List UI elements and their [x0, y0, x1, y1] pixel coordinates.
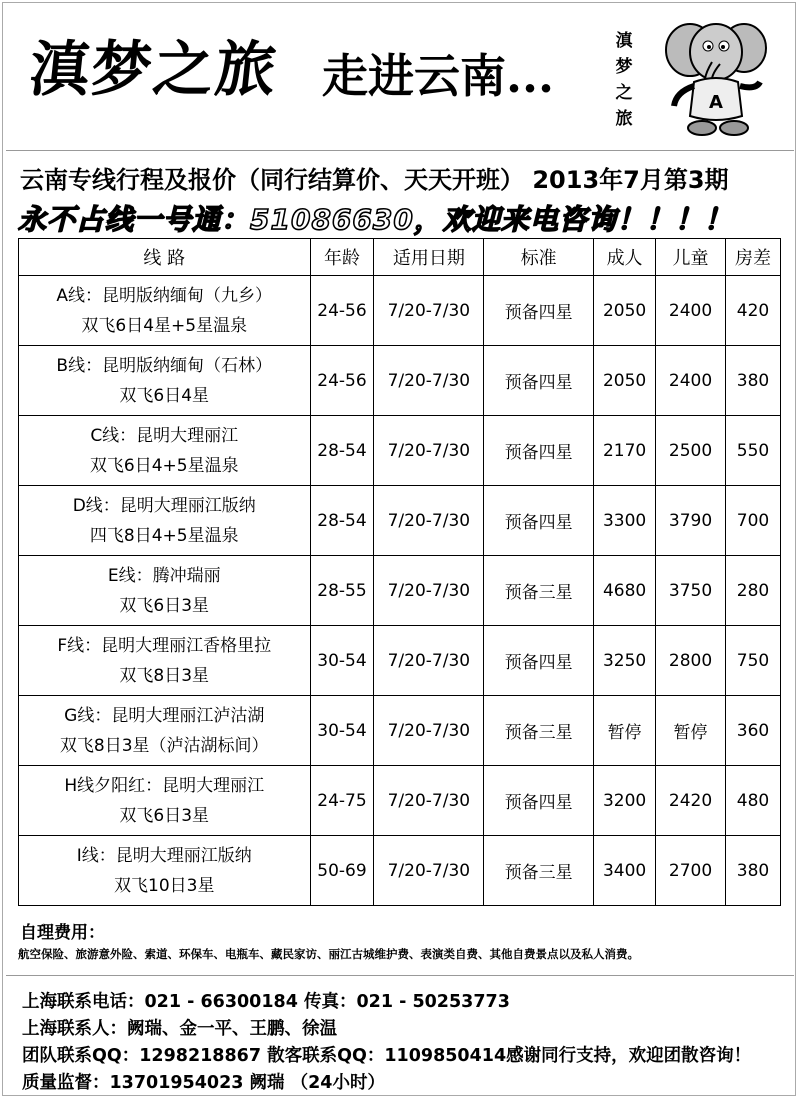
cell-adult: 3300 [594, 486, 656, 556]
cell-adult: 3200 [594, 766, 656, 836]
cell-standard: 预备四星 [484, 766, 594, 836]
cell-diff: 750 [725, 626, 780, 696]
cell-age: 24-56 [310, 276, 374, 346]
header-route: 线 路 [19, 239, 311, 276]
contact-divider [6, 975, 794, 976]
cell-age: 24-75 [310, 766, 374, 836]
cell-child: 2500 [656, 416, 726, 486]
cell-child: 2700 [656, 836, 726, 906]
cell-adult: 2170 [594, 416, 656, 486]
cell-date: 7/20-7/30 [374, 696, 484, 766]
cell-diff: 550 [725, 416, 780, 486]
table-row [19, 556, 781, 626]
vertical-brand-text: 滇梦之旅 [615, 31, 633, 129]
table-row [19, 836, 781, 906]
route-cell [19, 626, 311, 696]
routes-price-table [18, 238, 781, 906]
route-detail: 双飞8日3星 [119, 665, 210, 686]
cell-child: 3750 [656, 556, 726, 626]
table-header-row [19, 239, 781, 276]
cell-date: 7/20-7/30 [374, 836, 484, 906]
route-detail: 双飞6日3星 [119, 805, 210, 826]
tagline: 走进云南... [322, 49, 555, 103]
table-row [19, 626, 781, 696]
cell-diff: 700 [725, 486, 780, 556]
cell-standard: 预备四星 [484, 276, 594, 346]
header-child: 儿童 [656, 239, 726, 276]
cell-date: 7/20-7/30 [374, 276, 484, 346]
table-row [19, 766, 781, 836]
header-age: 年龄 [310, 239, 374, 276]
contact-persons: 上海联系人：阙瑞、金一平、王鹏、徐温 [22, 1019, 337, 1039]
table-row [19, 696, 781, 766]
header-date: 适用日期 [374, 239, 484, 276]
cell-date: 7/20-7/30 [374, 486, 484, 556]
route-name: A线：昆明版纳缅甸（九乡） [56, 285, 273, 306]
header-adult: 成人 [594, 239, 656, 276]
table-row [19, 416, 781, 486]
route-detail: 双飞6日3星 [119, 595, 210, 616]
cell-date: 7/20-7/30 [374, 626, 484, 696]
cell-standard: 预备四星 [484, 486, 594, 556]
route-cell [19, 556, 311, 626]
cell-adult: 2050 [594, 276, 656, 346]
cell-diff: 360 [725, 696, 780, 766]
cell-age: 28-54 [310, 416, 374, 486]
cell-age: 30-54 [310, 696, 374, 766]
cell-standard: 预备四星 [484, 626, 594, 696]
svg-text:A: A [709, 92, 723, 113]
cell-age: 28-55 [310, 556, 374, 626]
cell-standard: 预备三星 [484, 556, 594, 626]
cell-date: 7/20-7/30 [374, 556, 484, 626]
header-standard: 标准 [484, 239, 594, 276]
route-name: C线：昆明大理丽江 [90, 425, 239, 446]
cell-diff: 380 [725, 836, 780, 906]
cell-standard: 预备三星 [484, 836, 594, 906]
route-detail: 四飞8日4+5星温泉 [89, 525, 239, 546]
route-detail: 双飞10日3星 [114, 875, 215, 896]
cell-age: 30-54 [310, 626, 374, 696]
route-cell [19, 696, 311, 766]
cell-date: 7/20-7/30 [374, 346, 484, 416]
route-detail: 双飞8日3星（泸沽湖标间） [59, 735, 269, 756]
cell-diff: 380 [725, 346, 780, 416]
cell-diff: 420 [725, 276, 780, 346]
fees-title: 自理费用： [20, 923, 105, 943]
route-name: I线：昆明大理丽江版纳 [76, 845, 252, 866]
table-row [19, 486, 781, 556]
route-name: E线：腾冲瑞丽 [107, 565, 221, 586]
cell-adult: 3250 [594, 626, 656, 696]
cell-age: 28-54 [310, 486, 374, 556]
fees-text: 航空保险、旅游意外险、索道、环保车、电瓶车、藏民家访、丽江古城维护费、表演类自费、其他自费景点以及私人消费。 [18, 947, 639, 961]
header-room-diff: 房差 [725, 239, 780, 276]
header-divider [6, 150, 794, 151]
elephant-mascot-icon [660, 12, 770, 140]
cell-diff: 280 [725, 556, 780, 626]
cell-adult: 2050 [594, 346, 656, 416]
route-name: D线：昆明大理丽江版纳 [72, 495, 256, 516]
header [0, 0, 800, 150]
hotline-banner: 永不占线一号通：51086630，欢迎来电咨询！！！！ [18, 203, 733, 236]
cell-standard: 预备三星 [484, 696, 594, 766]
cell-adult: 4680 [594, 556, 656, 626]
cell-age: 50-69 [310, 836, 374, 906]
brand-logo-text: 滇梦之旅 [25, 35, 282, 105]
route-cell [19, 416, 311, 486]
cell-date: 7/20-7/30 [374, 416, 484, 486]
cell-child: 2400 [656, 346, 726, 416]
route-name: B线：昆明版纳缅甸（石林） [56, 355, 273, 376]
page-title: 云南专线行程及报价（同行结算价、天天开班） 2013年7月第3期 [20, 166, 729, 194]
route-name: F线：昆明大理丽江香格里拉 [57, 635, 272, 656]
cell-child: 暂停 [656, 696, 726, 766]
route-name: G线：昆明大理丽江泸沽湖 [64, 705, 265, 726]
cell-age: 24-56 [310, 346, 374, 416]
cell-date: 7/20-7/30 [374, 766, 484, 836]
cell-child: 3790 [656, 486, 726, 556]
table-row [19, 346, 781, 416]
cell-standard: 预备四星 [484, 346, 594, 416]
route-cell [19, 836, 311, 906]
route-detail: 双飞6日4+5星温泉 [89, 455, 239, 476]
route-cell [19, 346, 311, 416]
cell-adult: 3400 [594, 836, 656, 906]
route-cell [19, 486, 311, 556]
cell-diff: 480 [725, 766, 780, 836]
cell-child: 2400 [656, 276, 726, 346]
contact-supervision: 质量监督：13701954023 阙瑞 （24小时） [22, 1073, 385, 1093]
route-name: H线夕阳红：昆明大理丽江 [64, 775, 265, 796]
cell-child: 2420 [656, 766, 726, 836]
route-detail: 双飞6日4星+5星温泉 [81, 315, 248, 336]
table-row [19, 276, 781, 346]
contact-qq: 团队联系QQ：1298218867 散客联系QQ：1109850414感谢同行支持，欢迎团散咨询！ [22, 1046, 752, 1066]
cell-standard: 预备四星 [484, 416, 594, 486]
route-cell [19, 276, 311, 346]
contact-phone: 上海联系电话：021 - 66300184 传真：021 - 50253773 [22, 992, 510, 1012]
route-detail: 双飞6日4星 [119, 385, 210, 406]
route-cell [19, 766, 311, 836]
cell-adult: 暂停 [594, 696, 656, 766]
cell-child: 2800 [656, 626, 726, 696]
